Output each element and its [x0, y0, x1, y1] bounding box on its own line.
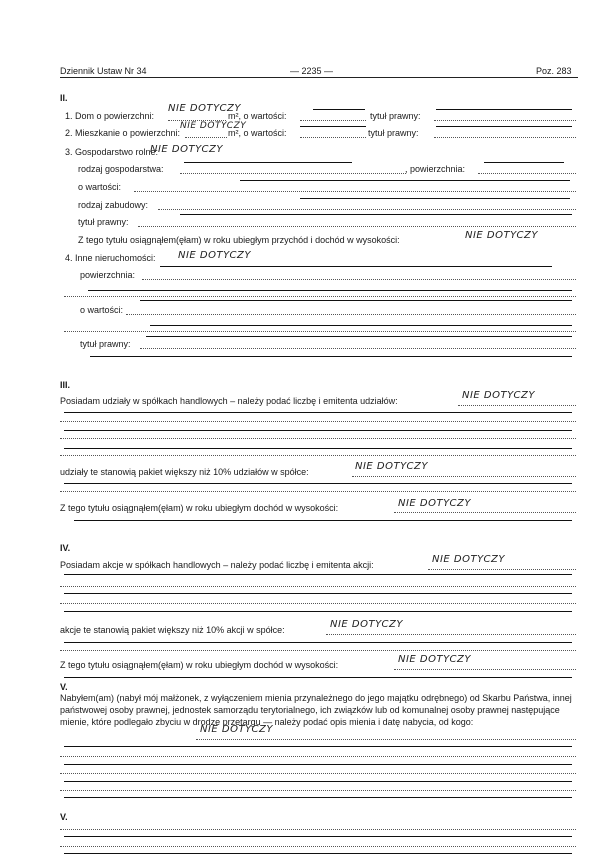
shares-line-1[interactable]: [60, 421, 576, 422]
farm-income-handwritten: NIE DOTYCZY: [465, 230, 538, 241]
acquisition-text: [60, 692, 578, 728]
shares-label: Posiadam udziały w spółkach handlowych – należy podać liczbę i emitenta udziałów:: [60, 396, 398, 406]
other-value-strike: [140, 300, 572, 301]
other-area-strike-2: [88, 290, 572, 291]
shares-package-field[interactable]: [352, 476, 576, 477]
other-value-field-2[interactable]: [64, 331, 576, 332]
shares-strike-3: [64, 448, 572, 449]
farm-area-label: , powierzchnia:: [405, 164, 466, 174]
section-ii-heading: II.: [60, 93, 68, 103]
house-value-label: m², o wartości:: [228, 111, 287, 121]
shares-income-handwritten: NIE DOTYCZY: [398, 498, 471, 509]
acquisition-strike-3: [64, 781, 572, 782]
next-strike-2: [64, 853, 572, 854]
house-title-field[interactable]: [434, 120, 576, 121]
stocks-income-handwritten: NIE DOTYCZY: [398, 654, 471, 665]
other-area-strike: [160, 266, 552, 267]
shares-field[interactable]: [458, 405, 576, 406]
stocks-line-2[interactable]: [60, 603, 576, 604]
farm-income-label: Z tego tytułu osiągnąłem(ęłam) w roku ubiegłym przychód i dochód w wysokości:: [78, 235, 400, 245]
other-title-label: tytuł prawny:: [80, 339, 131, 349]
other-area-field-2[interactable]: [64, 296, 576, 297]
flat-title-strike: [436, 126, 572, 127]
shares-package-handwritten: NIE DOTYCZY: [355, 461, 428, 472]
stocks-strike-1: [64, 574, 572, 575]
shares-strike-1: [64, 412, 572, 413]
acquisition-line-1[interactable]: [60, 756, 576, 757]
stocks-income-field[interactable]: [394, 669, 576, 670]
farm-title-label: tytuł prawny:: [78, 217, 129, 227]
other-title-strike-2: [90, 356, 572, 357]
stocks-income-strike: [64, 677, 572, 678]
shares-package-strike: [64, 483, 572, 484]
flat-value-label: m², o wartości:: [228, 128, 287, 138]
acquisition-field[interactable]: [196, 739, 576, 740]
other-title-strike: [146, 336, 572, 337]
farm-value-strike: [240, 180, 570, 181]
farm-title-strike: [180, 214, 572, 215]
acquisition-paragraph: Nabyłem(am) (nabył mój małżonek, z wyłączeniem mienia przynależnego do jego majątku odrębnego) od Skarbu Państwa, innej państwowej osoby prawnej, jednostek samorządu terytorialnego, ich związków lub od komunalnej osoby prawnej następujące mienie, które podlegało zbyciu w drodze przetargu — należy podać opis mienia i datę nabycia, od kogo:: [60, 693, 572, 727]
stocks-package-line[interactable]: [60, 650, 576, 651]
flat-area-label: 2. Mieszkanie o powierzchni:: [65, 128, 181, 138]
acquisition-strike-4: [64, 797, 572, 798]
other-value-strike-2: [150, 325, 572, 326]
flat-value-field[interactable]: [300, 137, 366, 138]
next-line-1[interactable]: [60, 829, 576, 830]
acquisition-line-3[interactable]: [60, 790, 576, 791]
shares-income-strike: [74, 520, 572, 521]
shares-income-label: Z tego tytułu osiągnąłem(ęłam) w roku ubiegłym dochód w wysokości:: [60, 503, 339, 513]
other-value-field[interactable]: [126, 314, 576, 315]
flat-title-field[interactable]: [434, 137, 576, 138]
house-title-strike: [436, 109, 572, 110]
farm-label: 3. Gospodarstwo rolne:: [65, 147, 159, 157]
section-iii-heading: III.: [60, 380, 71, 390]
stocks-income-label: Z tego tytułu osiągnąłem(ęłam) w roku ubiegłym dochód w wysokości:: [60, 660, 339, 670]
house-strike: [313, 109, 365, 110]
section-iv-heading: IV.: [60, 543, 71, 553]
section-next-heading: V.: [60, 812, 68, 822]
farm-buildings-strike: [300, 198, 570, 199]
shares-handwritten: NIE DOTYCZY: [462, 390, 535, 401]
farm-area-strike: [484, 162, 564, 163]
stocks-line-1[interactable]: [60, 586, 576, 587]
stocks-strike-2: [64, 593, 572, 594]
shares-line-2[interactable]: [60, 438, 576, 439]
acquisition-handwritten: NIE DOTYCZY: [200, 724, 273, 735]
other-title-field[interactable]: [140, 348, 576, 349]
next-line-2[interactable]: [60, 846, 576, 847]
journal-title: Dziennik Ustaw Nr 34: [60, 66, 147, 76]
farm-type-field[interactable]: [180, 173, 406, 174]
stocks-package-field[interactable]: [326, 634, 576, 635]
other-property-handwritten: NIE DOTYCZY: [178, 250, 251, 261]
acquisition-line-2[interactable]: [60, 773, 576, 774]
stocks-label: Posiadam akcje w spółkach handlowych – należy podać liczbę i emitenta akcji:: [60, 560, 374, 570]
stocks-strike-3: [64, 611, 572, 612]
flat-handwritten: NIE DOTYCZY: [180, 121, 247, 131]
position-number: Poz. 283: [536, 66, 572, 76]
shares-strike-2: [64, 430, 572, 431]
other-area-field[interactable]: [142, 279, 576, 280]
stocks-package-handwritten: NIE DOTYCZY: [330, 619, 403, 630]
house-title-label: tytuł prawny:: [370, 111, 421, 121]
farm-handwritten: NIE DOTYCZY: [150, 144, 223, 155]
farm-buildings-label: rodzaj zabudowy:: [78, 200, 149, 210]
acquisition-strike-2: [64, 764, 572, 765]
farm-buildings-field[interactable]: [158, 209, 576, 210]
stocks-field[interactable]: [428, 569, 576, 570]
shares-package-line[interactable]: [60, 491, 576, 492]
other-area-label: powierzchnia:: [80, 270, 136, 280]
farm-title-field[interactable]: [138, 226, 576, 227]
shares-line-3[interactable]: [60, 455, 576, 456]
shares-package-label: udziały te stanowią pakiet większy niż 10% udziałów w spółce:: [60, 467, 309, 477]
flat-title-label: tytuł prawny:: [368, 128, 419, 138]
acquisition-strike-1: [64, 746, 572, 747]
other-property-label: 4. Inne nieruchomości:: [65, 253, 156, 263]
house-area-label: 1. Dom o powierzchni:: [65, 111, 155, 121]
farm-area-field[interactable]: [478, 173, 576, 174]
flat-area-field[interactable]: [185, 137, 227, 138]
farm-type-strike: [184, 162, 352, 163]
shares-income-field[interactable]: [394, 512, 576, 513]
section-v-heading: V.: [60, 682, 68, 692]
stocks-package-strike: [64, 642, 572, 643]
farm-value-label: o wartości:: [78, 182, 122, 192]
house-handwritten: NIE DOTYCZY: [168, 103, 241, 114]
farm-type-label: rodzaj gospodarstwa:: [78, 164, 164, 174]
farm-value-field[interactable]: [134, 191, 576, 192]
header-divider: [60, 77, 578, 78]
next-strike-1: [64, 836, 572, 837]
stocks-package-label: akcje te stanowią pakiet większy niż 10% akcji w spółce:: [60, 625, 285, 635]
page-number: — 2235 —: [290, 66, 334, 76]
flat-strike: [300, 126, 366, 127]
other-value-label: o wartości:: [80, 305, 124, 315]
stocks-handwritten: NIE DOTYCZY: [432, 554, 505, 565]
house-value-field[interactable]: [300, 120, 366, 121]
